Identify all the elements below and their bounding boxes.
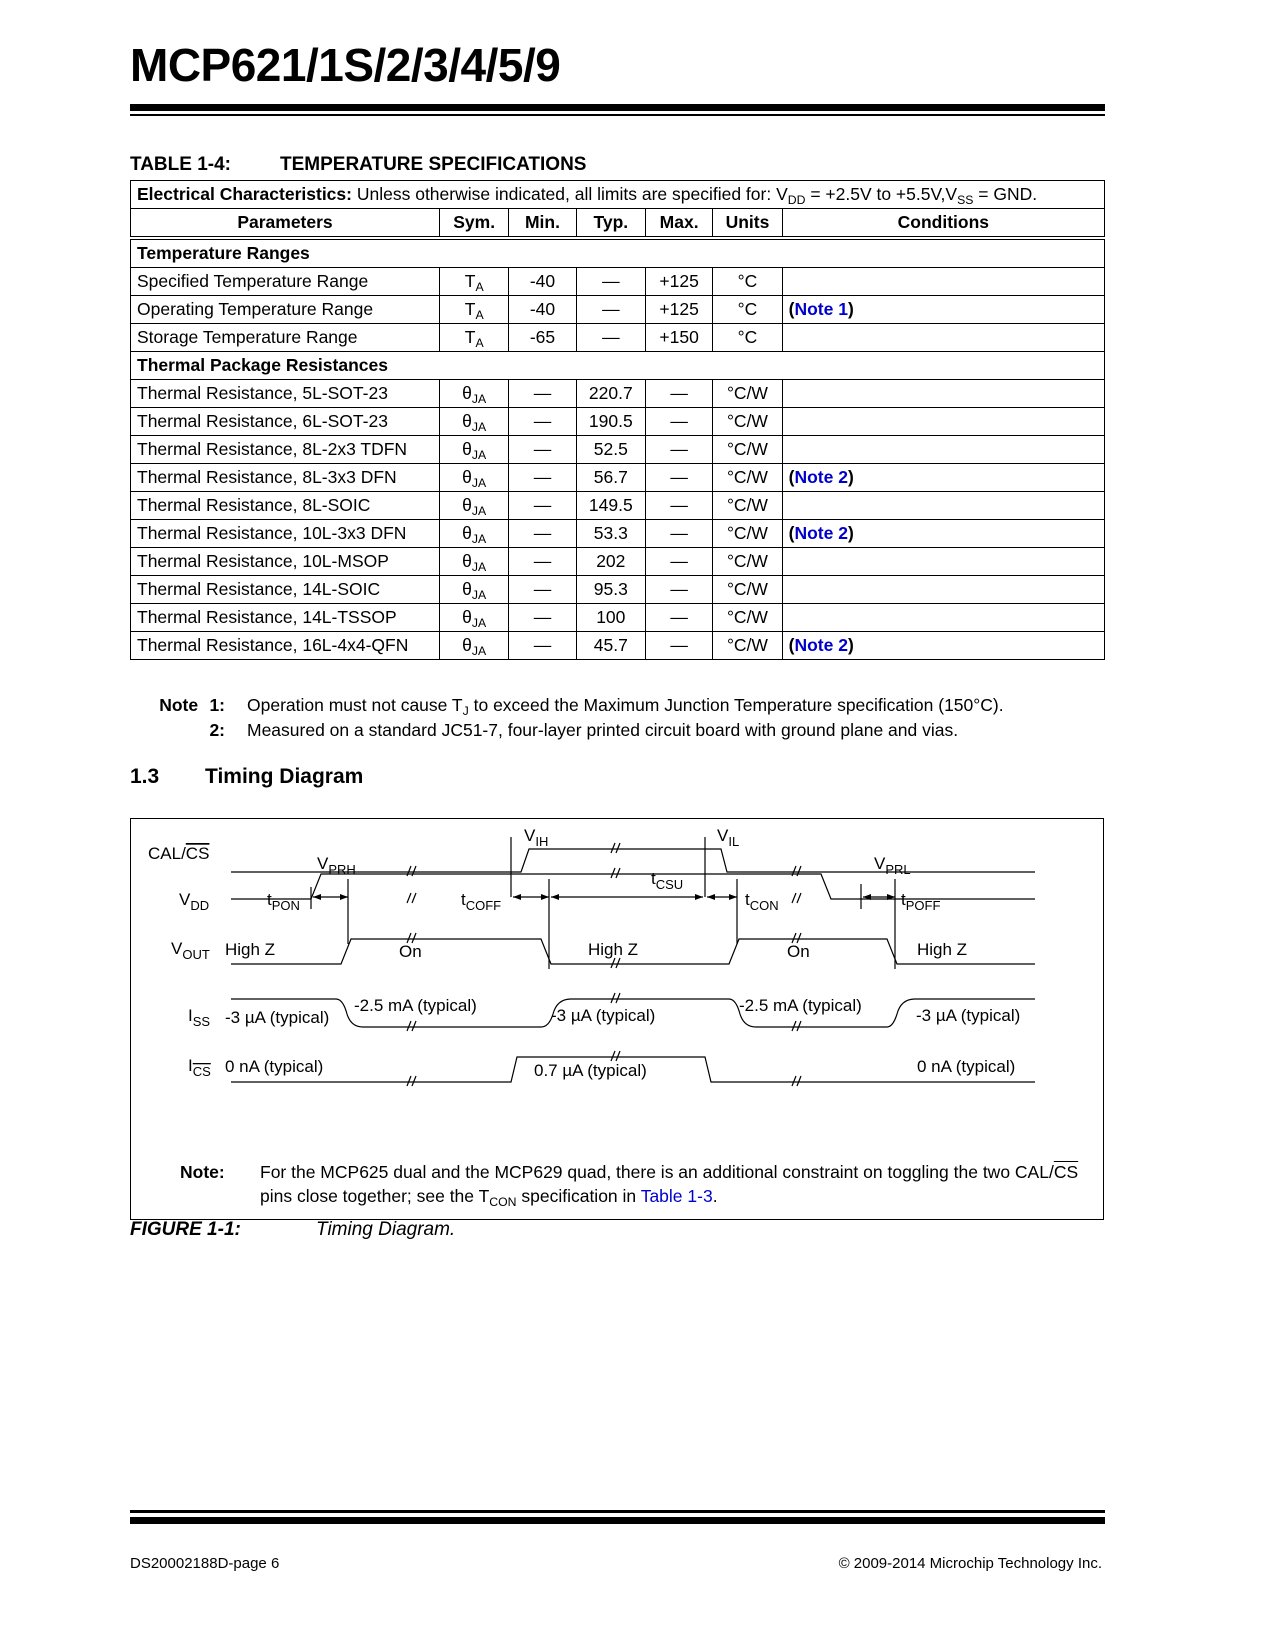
table-note-1: Note 1: Operation must not cause $T_J$ to exceed the Maximum Junction Temperature specification (150°C). [159, 695, 1004, 718]
conditions-cell [782, 408, 1104, 436]
sym-cell: $T_A$ [440, 296, 509, 324]
param-cell: Thermal Resistance, 8L-2x3 TDFN [131, 436, 440, 464]
table-row [131, 268, 1105, 296]
typ-cell: 220.7 [576, 380, 645, 408]
electrical-characteristics-cell: Electrical Characteristics: Unless otherwise indicated, all limits are specified for: $V_{DD} = +2.5V$ to $+5.5V,V_{SS}$ = GND. [131, 181, 1105, 209]
typ-cell: 95.3 [576, 576, 645, 604]
col-header-sym: Sym. [440, 209, 509, 239]
footer-copyright: © 2009-2014 Microchip Technology Inc. [838, 1555, 1102, 1572]
typ-cell: 190.5 [576, 408, 645, 436]
label-cal-cs: CAL/CS [148, 844, 210, 863]
timing-diagram [131, 819, 1101, 1159]
typ-cell: — [576, 296, 645, 324]
sym-cell: $\theta_{JA}$ [440, 464, 509, 492]
max-cell: — [645, 520, 712, 548]
sym-cell: $\theta_{JA}$ [440, 492, 509, 520]
conditions-cell: (Note 2) [782, 520, 1104, 548]
typ-cell: 45.7 [576, 632, 645, 660]
units-cell: °C/W [713, 520, 782, 548]
label-ics: $I_{CS}$ [188, 1056, 211, 1079]
table-row [131, 604, 1105, 632]
label-tcsu: $t_{CSU}$ [651, 869, 684, 892]
header-rule-thin [130, 114, 1105, 116]
conditions-cell [782, 492, 1104, 520]
max-cell: — [645, 436, 712, 464]
table-caption [130, 154, 586, 176]
units-cell: °C/W [713, 576, 782, 604]
sym-cell: $\theta_{JA}$ [440, 436, 509, 464]
table-row [131, 520, 1105, 548]
col-header-typ: Typ. [576, 209, 645, 239]
max-cell: — [645, 464, 712, 492]
min-cell: -40 [509, 296, 576, 324]
conditions-cell [782, 576, 1104, 604]
label-iss-25ma: -2.5 mA (typical) [354, 996, 477, 1015]
min-cell: -40 [509, 268, 576, 296]
label-tcoff: $t_{COFF}$ [461, 890, 502, 913]
table-note-2: 2: Measured on a standard JC51-7, four-layer printed circuit board with ground plane and vias. [209, 720, 959, 740]
label-ics-07ua: 0.7 µA (typical) [534, 1061, 647, 1080]
temperature-rows [131, 268, 1105, 352]
conditions-cell: (Note 2) [782, 464, 1104, 492]
table-caption-title: TEMPERATURE SPECIFICATIONS [280, 154, 587, 175]
min-cell: — [509, 464, 576, 492]
table-row [131, 380, 1105, 408]
conditions-cell [782, 380, 1104, 408]
note-link[interactable]: Note 1 [794, 299, 848, 319]
footer-rule-thin [130, 1510, 1105, 1513]
min-cell: — [509, 436, 576, 464]
table-row [131, 548, 1105, 576]
label-tpon: $t_{PON}$ [267, 890, 300, 913]
note-link[interactable]: Note 2 [794, 635, 848, 655]
max-cell: — [645, 380, 712, 408]
units-cell: °C/W [713, 492, 782, 520]
footer-doc-number: DS20002188D-page 6 [130, 1555, 280, 1572]
label-tpoff: $t_{POFF}$ [901, 890, 941, 913]
sym-cell: $\theta_{JA}$ [440, 408, 509, 436]
typ-cell: 202 [576, 548, 645, 576]
units-cell: °C/W [713, 408, 782, 436]
label-vih: $V_{IH}$ [524, 826, 549, 849]
units-cell: °C [713, 324, 782, 352]
col-header-conditions: Conditions [782, 209, 1104, 239]
section-title: Thermal Package Resistances [131, 352, 1105, 380]
units-cell: °C/W [713, 548, 782, 576]
typ-cell: — [576, 324, 645, 352]
conditions-cell [782, 268, 1104, 296]
min-cell: — [509, 604, 576, 632]
section-row-thermal-resistances [131, 352, 1105, 380]
diagram-note-text: For the MCP625 dual and the MCP629 quad, there is an additional constraint on toggling the two CAL/$\overline{CS}$ pins close together; see the $T_{CON}$ specification in Table 1-3. [260, 1162, 1079, 1209]
min-cell: — [509, 380, 576, 408]
table-1-3-link[interactable]: Table 1-3 [640, 1186, 713, 1206]
sym-cell: $\theta_{JA}$ [440, 380, 509, 408]
typ-cell: 100 [576, 604, 645, 632]
max-cell: — [645, 408, 712, 436]
col-header-max: Max. [645, 209, 712, 239]
min-cell: — [509, 632, 576, 660]
conditions-cell: (Note 2) [782, 632, 1104, 660]
units-cell: °C/W [713, 604, 782, 632]
param-cell: Thermal Resistance, 14L-SOIC [131, 576, 440, 604]
max-cell: — [645, 548, 712, 576]
conditions-cell [782, 548, 1104, 576]
conditions-cell [782, 436, 1104, 464]
param-cell: Operating Temperature Range [131, 296, 440, 324]
vdd-waveform [231, 874, 1035, 899]
units-cell: °C/W [713, 436, 782, 464]
temperature-spec-table [130, 180, 1105, 660]
table-header-row [131, 209, 1105, 239]
label-iss-25ma: -2.5 mA (typical) [739, 996, 862, 1015]
label-vprh: $V_{PRH}$ [317, 854, 356, 877]
param-cell: Specified Temperature Range [131, 268, 440, 296]
label-vil: $V_{IL}$ [717, 826, 740, 849]
typ-cell: 52.5 [576, 436, 645, 464]
conditions-cell [782, 604, 1104, 632]
table-row [131, 492, 1105, 520]
label-high-z: High Z [588, 940, 639, 959]
min-cell: — [509, 408, 576, 436]
units-cell: °C/W [713, 380, 782, 408]
header-rule-thick [130, 104, 1105, 111]
footer-rule-thick [130, 1517, 1105, 1524]
sym-cell: $\theta_{JA}$ [440, 520, 509, 548]
table-caption-label: TABLE 1-4: [130, 154, 231, 175]
table-row [131, 576, 1105, 604]
table-row [131, 324, 1105, 352]
section-row-temperature-ranges [131, 238, 1105, 268]
label-iss-3ua: -3 µA (typical) [225, 1008, 330, 1027]
label-tcon: $t_{CON}$ [745, 890, 779, 913]
sym-cell: $\theta_{JA}$ [440, 576, 509, 604]
note-link[interactable]: Note 2 [794, 523, 848, 543]
label-high-z: High Z [225, 940, 276, 959]
param-cell: Thermal Resistance, 10L-3x3 DFN [131, 520, 440, 548]
units-cell: °C [713, 296, 782, 324]
param-cell: Thermal Resistance, 6L-SOT-23 [131, 408, 440, 436]
typ-cell: — [576, 268, 645, 296]
sym-cell: $\theta_{JA}$ [440, 548, 509, 576]
diagram-note: Note: For the MCP625 dual and the MCP629 quad, there is an additional constraint on toggling the two CAL/$\overline{CS}$ pins close together; see the $T_{CON}$ specification in Table 1-3. [180, 1162, 1079, 1209]
label-iss-3ua: -3 µA (typical) [916, 1006, 1021, 1025]
max-cell: — [645, 604, 712, 632]
figure-caption: FIGURE 1-1: Timing Diagram. [130, 1219, 456, 1240]
label-on: On [399, 942, 422, 961]
table-notes [137, 693, 1004, 743]
param-cell: Thermal Resistance, 5L-SOT-23 [131, 380, 440, 408]
min-cell: — [509, 492, 576, 520]
label-iss: $I_{SS}$ [188, 1006, 211, 1029]
max-cell: — [645, 492, 712, 520]
max-cell: +125 [645, 268, 712, 296]
table-row [131, 436, 1105, 464]
label-vout: $V_{OUT}$ [171, 939, 210, 962]
param-cell: Thermal Resistance, 10L-MSOP [131, 548, 440, 576]
min-cell: — [509, 548, 576, 576]
col-header-parameters: Parameters [131, 209, 440, 239]
label-vprl: $V_{PRL}$ [874, 854, 911, 877]
sym-cell: $\theta_{JA}$ [440, 604, 509, 632]
label-iss-3ua: -3 µA (typical) [551, 1006, 656, 1025]
label-on: On [787, 942, 810, 961]
thermal-rows [131, 380, 1105, 660]
table-row [131, 296, 1105, 324]
param-cell: Thermal Resistance, 8L-SOIC [131, 492, 440, 520]
min-cell: — [509, 576, 576, 604]
max-cell: +150 [645, 324, 712, 352]
note-link[interactable]: Note 2 [794, 467, 848, 487]
document-title: MCP621/1S/2/3/4/5/9 [130, 39, 561, 91]
max-cell: — [645, 576, 712, 604]
min-cell: -65 [509, 324, 576, 352]
typ-cell: 53.3 [576, 520, 645, 548]
min-cell: — [509, 520, 576, 548]
max-cell: — [645, 632, 712, 660]
units-cell: °C/W [713, 632, 782, 660]
param-cell: Storage Temperature Range [131, 324, 440, 352]
typ-cell: 149.5 [576, 492, 645, 520]
col-header-min: Min. [509, 209, 576, 239]
param-cell: Thermal Resistance, 8L-3x3 DFN [131, 464, 440, 492]
label-high-z: High Z [917, 940, 968, 959]
section-title: Temperature Ranges [131, 238, 1105, 268]
param-cell: Thermal Resistance, 14L-TSSOP [131, 604, 440, 632]
sym-cell: $\theta_{JA}$ [440, 632, 509, 660]
conditions-cell: (Note 1) [782, 296, 1104, 324]
units-cell: °C/W [713, 464, 782, 492]
units-cell: °C [713, 268, 782, 296]
col-header-units: Units [713, 209, 782, 239]
sym-cell: $T_A$ [440, 324, 509, 352]
table-row [131, 464, 1105, 492]
label-ics-0na: 0 nA (typical) [917, 1057, 1016, 1076]
max-cell: +125 [645, 296, 712, 324]
table-row [131, 632, 1105, 660]
typ-cell: 56.7 [576, 464, 645, 492]
section-heading: 1.3 Timing Diagram [130, 765, 364, 788]
electrical-characteristics-row [131, 181, 1105, 209]
table-row [131, 408, 1105, 436]
conditions-cell [782, 324, 1104, 352]
label-vdd: $V_{DD}$ [179, 890, 210, 913]
param-cell: Thermal Resistance, 16L-4x4-QFN [131, 632, 440, 660]
label-ics-0na: 0 nA (typical) [225, 1057, 324, 1076]
sym-cell: $T_A$ [440, 268, 509, 296]
